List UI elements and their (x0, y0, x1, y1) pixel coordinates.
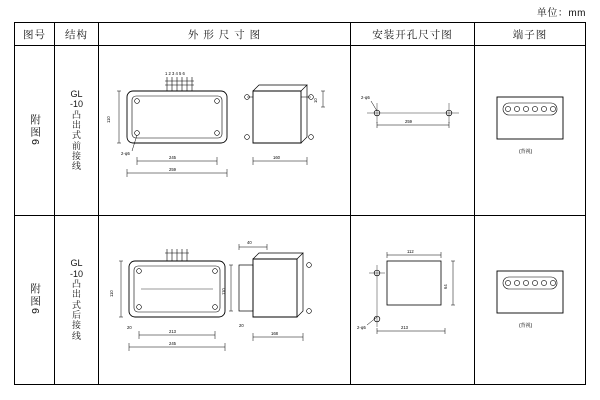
cell-outline-drawing (99, 46, 351, 215)
table-header-row (15, 23, 585, 46)
outline-drawing-front (101, 55, 349, 205)
cell-terminal-drawing (475, 216, 585, 385)
dim-hole-note: 2-φ5 (360, 95, 370, 101)
dim-width-inner: 213 (168, 328, 176, 334)
dim-hole-note: 2-φ5 (120, 151, 130, 157)
cell-figure-number (15, 46, 55, 215)
cell-terminal-drawing (475, 46, 585, 215)
cell-hole-drawing (351, 216, 475, 385)
dim-width-outer: 259 (168, 167, 176, 173)
structure-label: 凸出式后接线 (71, 279, 81, 341)
hole-drawing-rear (353, 225, 473, 375)
terminal-drawing-rear (477, 225, 583, 375)
dim-small-right: 10 (312, 98, 318, 104)
dim-hole-height: 64 (442, 284, 448, 289)
structure-text (70, 89, 84, 172)
dim-hole-width-bottom: 213 (400, 324, 408, 330)
table-row (15, 46, 585, 216)
dim-hole-width-top: 112 (406, 248, 414, 254)
dim-height-left: 110 (108, 290, 114, 297)
dim-height-left: 110 (105, 116, 111, 124)
structure-text (70, 258, 84, 341)
header-cell-terminal: 端子图 (512, 28, 548, 41)
terminal-drawing-front (477, 55, 583, 205)
header-cell-number: 图号 (15, 23, 55, 45)
hole-drawing-front (353, 55, 473, 205)
cell-structure (55, 216, 99, 385)
model-label: GL-10 (69, 88, 83, 110)
pin-number-labels: 1 2 3 4 5 6 (164, 71, 185, 77)
cell-figure-number (15, 216, 55, 385)
dim-top-small: 40 (246, 239, 252, 245)
terminal-caption: (背视) (519, 149, 533, 156)
dim-side-small: 20 (126, 324, 132, 330)
outline-drawing-rear (101, 225, 349, 375)
structure-label: 凸出式前接线 (71, 109, 81, 172)
terminal-caption: (背视) (519, 322, 533, 329)
cell-structure (55, 46, 99, 215)
dim-side-small-2: 20 (238, 322, 244, 328)
dimension-table (14, 22, 586, 385)
dim-width-inner: 245 (168, 155, 176, 161)
dim-hole-note: 2-φ5 (356, 324, 366, 330)
figure-number-text: 附图6 (29, 283, 42, 317)
dim-hole-width: 259 (404, 119, 412, 125)
dim-width-outer: 245 (168, 340, 176, 346)
dim-height-side: 110 (220, 288, 226, 295)
model-label: GL-10 (69, 258, 83, 279)
cell-hole-drawing (351, 46, 475, 215)
figure-number-text: 附图6 (29, 113, 42, 147)
dim-depth: 168 (270, 330, 278, 336)
header-cell-hole: 安装开孔尺寸图 (351, 23, 475, 45)
header-cell-outline: 外 形 尺 寸 图 (99, 23, 351, 45)
cell-outline-drawing (99, 216, 351, 385)
table-row (15, 216, 585, 385)
header-cell-structure: 结构 (55, 23, 99, 45)
unit-note: 单位：mm (536, 8, 586, 19)
dim-depth: 160 (272, 155, 280, 161)
